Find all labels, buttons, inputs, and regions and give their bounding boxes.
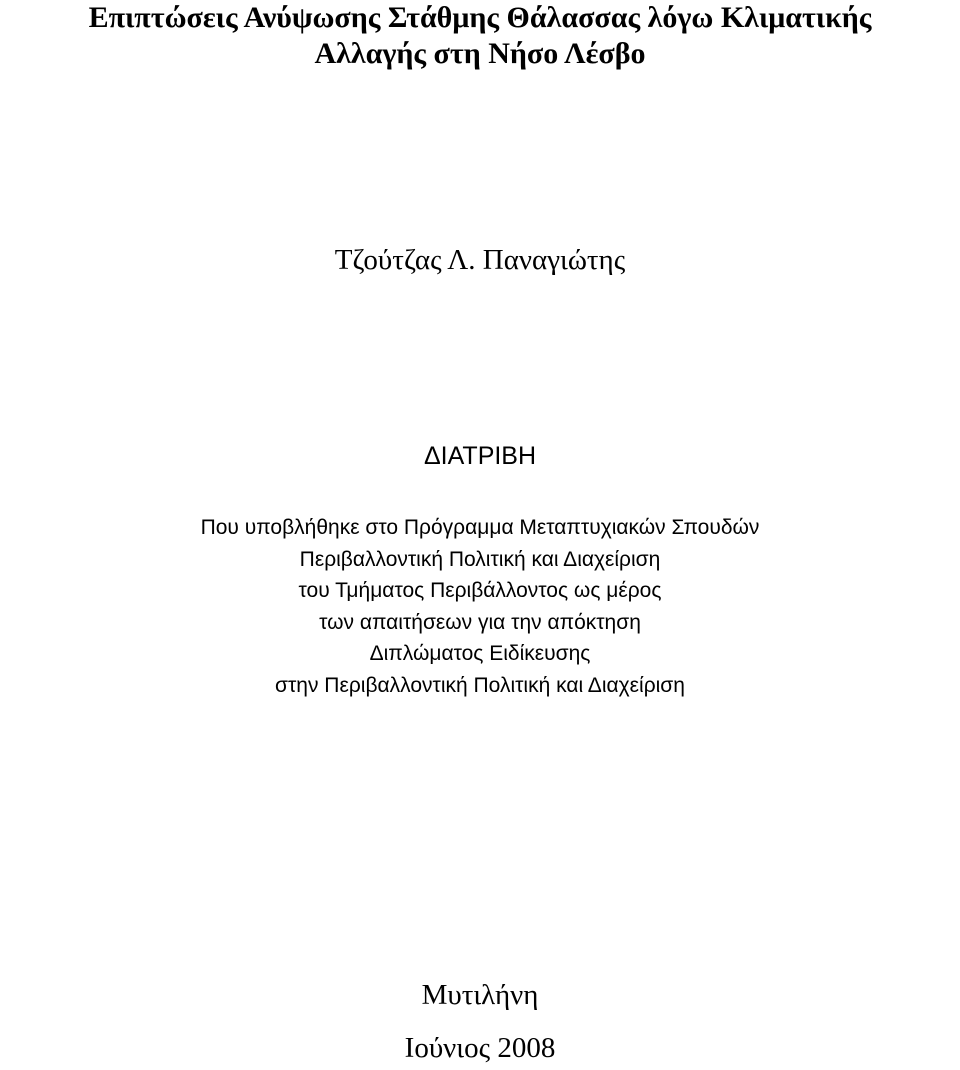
submission-statement bbox=[0, 512, 960, 701]
author-name: Τζούτζας Λ. Παναγιώτης bbox=[334, 244, 626, 276]
thesis-title-line-2: Αλλαγής στη Νήσο Λέσβο bbox=[314, 37, 646, 70]
thesis-title-line-1: Επιπτώσεις Ανύψωσης Στάθμης Θάλασσας λόγω Κλιματικής bbox=[88, 1, 872, 34]
document-type: ΔΙΑΤΡΙΒΗ bbox=[423, 442, 537, 470]
submission-line-3: του Τμήματος Περιβάλλοντος ως μέρος bbox=[298, 579, 662, 602]
submission-line-6: στην Περιβαλλοντική Πολιτική και Διαχείριση bbox=[275, 673, 685, 697]
thesis-title bbox=[0, 0, 960, 72]
submission-line-2: Περιβαλλοντική Πολιτική και Διαχείριση bbox=[299, 547, 661, 571]
submission-line-5: Διπλώματος Ειδίκευσης bbox=[369, 642, 591, 665]
city: Μυτιλήνη bbox=[421, 979, 539, 1011]
submission-line-4: των απαιτήσεων για την απόκτηση bbox=[319, 610, 641, 634]
submission-line-1: Που υποβλήθηκε στο Πρόγραμμα Μεταπτυχιακών Σπουδών bbox=[200, 516, 760, 539]
submission-date: Ιούνιος 2008 bbox=[404, 1032, 556, 1064]
